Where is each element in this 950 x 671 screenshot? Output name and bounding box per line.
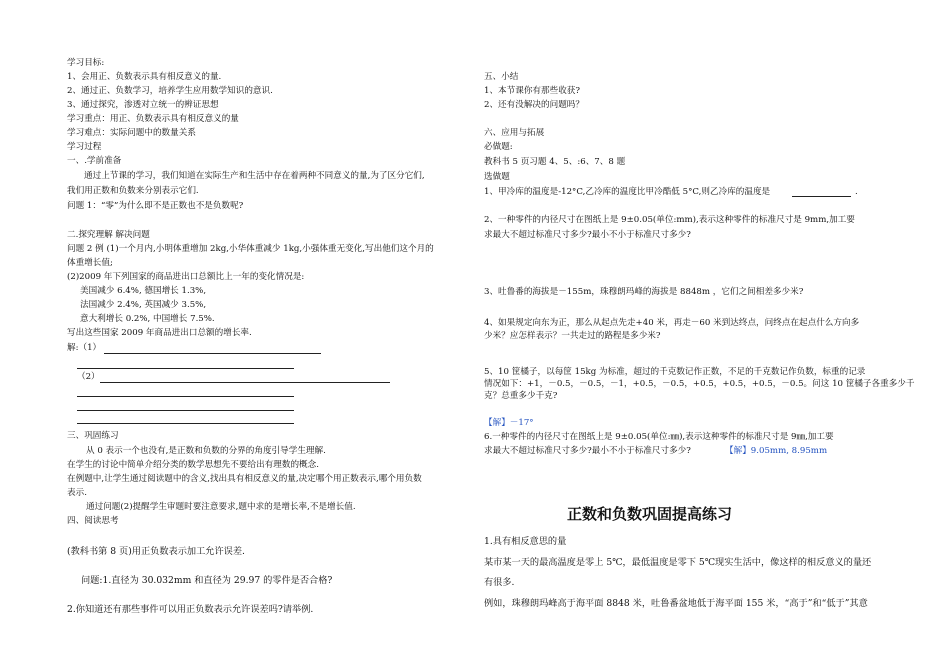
answer-blank <box>792 196 851 197</box>
exercise-1-end: . <box>855 187 858 197</box>
section-3-text-1: 从 0 表示一个也没有,是正数和负数的分界的角度引导学生理解. <box>86 446 326 456</box>
section-6-heading: 六、应用与拓展 <box>484 128 545 138</box>
reading-question-1: 问题:1.直径为 30.032mm 和直径为 29.97 的零件是否合格? <box>81 575 333 586</box>
country-row-1: 美国减少 6.4%, 德国增长 1.3%, <box>80 286 207 296</box>
summary-q2: 2、还有没解决的问题吗？ <box>484 100 584 110</box>
exercise-5-line-1: 5、10 筐橘子，以每筐 15kg 为标准，超过的千克数记作正数，不足的千克数记作负数，标重的记录 <box>484 367 866 377</box>
exercise-6-line-1: 6.一种零件的内径尺寸在图纸上是 9±0.05(单位:㎜),表示这种零件的标准尺寸是 9㎜,加工要 <box>484 432 834 442</box>
section-1-text: 通过上节课的学习，我们知道在实际生产和生活中存在着两种不同意义的量,为了区分它们, <box>84 171 425 181</box>
section-1-text-2: 我们用正数和负数来分别表示它们. <box>67 186 199 196</box>
topic-1-text-3: 例如，珠穆朗玛峰高于海平面 8848 米，吐鲁番盆地低于海平面 155 米，“高于”和“低于”其意 <box>484 598 868 609</box>
answer-line <box>77 410 294 411</box>
exercise-5-line-2: 情况如下：+1，－0.5，－0.5，－1，+0.5，－0.5，+0.5，+0.5，+0.5，－0.5。问这 10 筐橘子各重多少千 <box>484 379 915 389</box>
answer-line <box>77 368 294 369</box>
learning-goals-heading: 学习目标: <box>67 58 105 68</box>
section-1-heading: 一、.学前准备 <box>67 156 122 166</box>
question-2-line-2: 体重增长值; <box>67 258 113 268</box>
answer-line <box>77 423 294 424</box>
reading-text: (教科书第 8 页)用正负数表示加工允许误差. <box>67 546 245 557</box>
question-2-part-2: (2)2009 年下列国家的商品进出口总额比上一年的变化情况是: <box>67 272 305 282</box>
key-point: 学习重点：用正、负数表示具有相反意义的量 <box>67 114 239 124</box>
exercise-6-line-2: 求最大不超过标准尺寸多少?最小不小于标准尺寸多少? <box>484 446 691 456</box>
section-5-heading: 五、小结 <box>484 72 519 82</box>
exercise-2-line-2: 求最大不超过标准尺寸多少?最小不小于标准尺寸多少? <box>484 230 691 240</box>
exercise-4-line-2: 少米？应怎样表示？一共走过的路程是多少米? <box>484 331 661 341</box>
learning-process-heading: 学习过程 <box>67 142 102 152</box>
section-2-heading: 二.探究理解 解决问题 <box>67 230 150 240</box>
answer-label-2: （2） <box>77 372 100 382</box>
section-3-heading: 三、巩固练习 <box>67 431 119 441</box>
section-3-text-5: 通过问题(2)提醒学生审题时要注意要求,题中求的是增长率,不是增长值. <box>86 502 356 512</box>
exercise-5-line-3: 克？总重多少千克? <box>484 391 558 401</box>
goal-2: 2、通过正、负数学习，培养学生应用数学知识的意识. <box>67 86 273 96</box>
answer-line <box>77 396 294 397</box>
section-3-text-3: 在例题中,让学生通过阅读题中的含义,找出具有相反意义的量,决定哪个用正数表示,哪个用负数 <box>67 474 422 484</box>
country-row-2: 法国减少 2.4%, 英国减少 3.5%, <box>80 300 207 310</box>
country-row-3: 意大利增长 0.2%, 中国增长 7.5%. <box>80 314 215 324</box>
exercise-4-line-1: 4、如果规定向东为正，那么从起点先走+40 米，再走－60 米到达终点，问终点在起点什么方向多 <box>484 318 860 328</box>
section-4-heading: 四、阅读思考 <box>67 516 119 526</box>
question-1: 问题 1：“零”为什么即不是正数也不是负数呢? <box>67 201 244 211</box>
topic-1-text-2: 有很多. <box>484 577 515 588</box>
exercise-3: 3、吐鲁番的海拔是－155m，珠穆朗玛峰的海拔是 8848m ，它们之间相差多少米? <box>484 287 804 297</box>
question-2-line-1: 问题 2 例 (1)一个月内,小明体重增加 2kg,小华体重减少 1kg,小强体重无变化,写出他们这个月的 <box>67 244 434 254</box>
worksheet-title: 正数和负数巩固提高练习 <box>567 505 733 523</box>
answer-line <box>104 353 321 354</box>
required-items: 教科书 5 页习题 4、5、:6、7、8 题 <box>484 157 626 167</box>
goal-3: 3、通过探究，渗透对立统一的辨证思想 <box>67 100 219 110</box>
answer-label-1: 解:（1） <box>67 343 102 353</box>
required-heading: 必做题: <box>484 142 513 152</box>
answer-line <box>100 382 390 383</box>
answer-5: 【解】－17° <box>484 418 534 428</box>
answer-6: 【解】9.05mm, 8.95mm <box>725 446 828 456</box>
section-3-text-4: 表示. <box>67 488 87 498</box>
topic-1-heading: 1.具有相反意思的量 <box>484 536 567 547</box>
section-3-text-2: 在学生的讨论中简单介绍分类的数学思想先不要给出有理数的概念. <box>67 460 319 470</box>
exercise-2-line-1: 2、一种零件的内径尺寸在图纸上是 9±0.05(单位:mm),表示这种零件的标准尺寸是 9mm,加工要 <box>484 215 855 225</box>
optional-heading: 选做题 <box>484 172 510 182</box>
difficult-point: 学习难点：实际问题中的数量关系 <box>67 128 196 138</box>
question-2-instruction: 写出这些国家 2009 年商品进出口总额的增长率. <box>67 328 252 338</box>
summary-q1: 1、本节课你有那些收获? <box>484 86 581 96</box>
goal-1: 1、会用正、负数表示具有相反意义的量. <box>67 72 222 82</box>
topic-1-text-1: 某市某一天的最高温度是零上 5℃，最低温度是零下 5℃现实生活中，像这样的相反意义的量还 <box>484 557 872 568</box>
exercise-1: 1、甲冷库的温度是-12°C,乙冷库的温度比甲冷酷低 5°C,则乙冷库的温度是 <box>484 187 771 197</box>
reading-question-2: 2.你知道还有那些事件可以用正负数表示允许误差吗?请举例. <box>67 604 314 615</box>
